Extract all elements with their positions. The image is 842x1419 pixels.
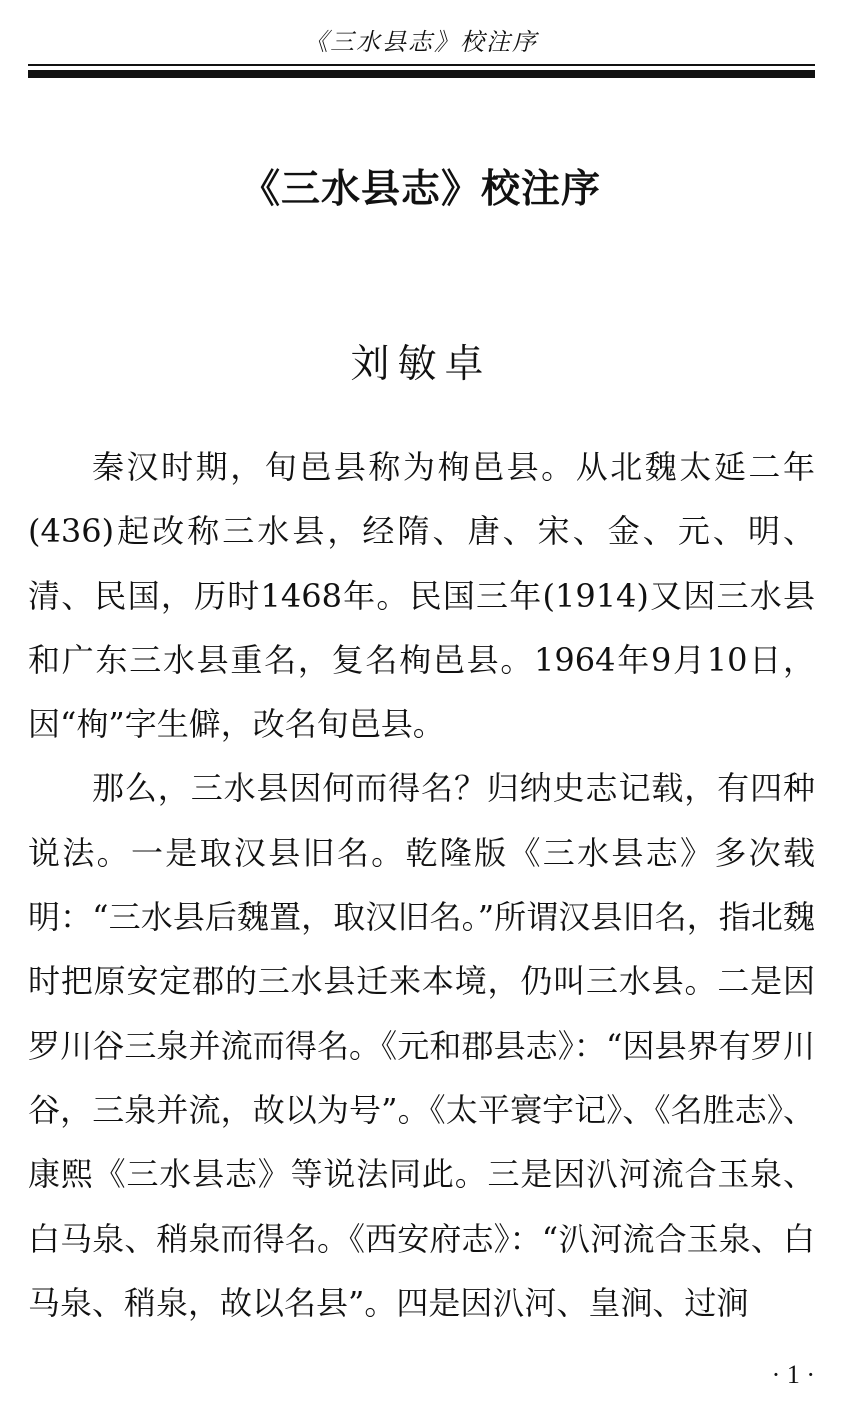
paragraph: 那么，三水县因何而得名？归纳史志记载，有四种说法。一是取汉县旧名。乾隆版《三水县志》多次载明：“三水县后魏置，取汉旧名。”所谓汉县旧名，指北魏时把原安定郡的三水县迁来本境，仍叫三水县。二是因罗川谷三泉并流而得名。《元和郡县志》：“因县界有罗川谷，三泉并流，故以为号”。《太平寰宇记》、《名胜志》、康熙《三水县志》等说法同此。三是因汃河流合玉泉、白马泉、稍泉而得名。《西安府志》：“汃河流合玉泉、白马泉、稍泉，故以名县”。四是因汃河、皇涧、过涧 (28, 769, 815, 1322)
paragraph: 秦汉时期，旬邑县称为栒邑县。从北魏太延二年(436)起改称三水县，经隋、唐、宋、金、元、明、清、民国，历时1468年。民国三年(1914)又因三水县和广东三水县重名，复名栒邑县。1964年9月10日，因“栒”字生僻，改名旬邑县。 (28, 448, 815, 744)
page-number: · 1 · (771, 1360, 815, 1389)
header-rule-thin (28, 64, 815, 66)
article-author: 刘敏卓 (350, 342, 492, 387)
article-body (28, 435, 815, 1335)
header-rule-thick (28, 70, 815, 78)
running-head: 《三水县志》校注序 (304, 28, 538, 56)
article-title: 《三水县志》校注序 (240, 167, 601, 212)
